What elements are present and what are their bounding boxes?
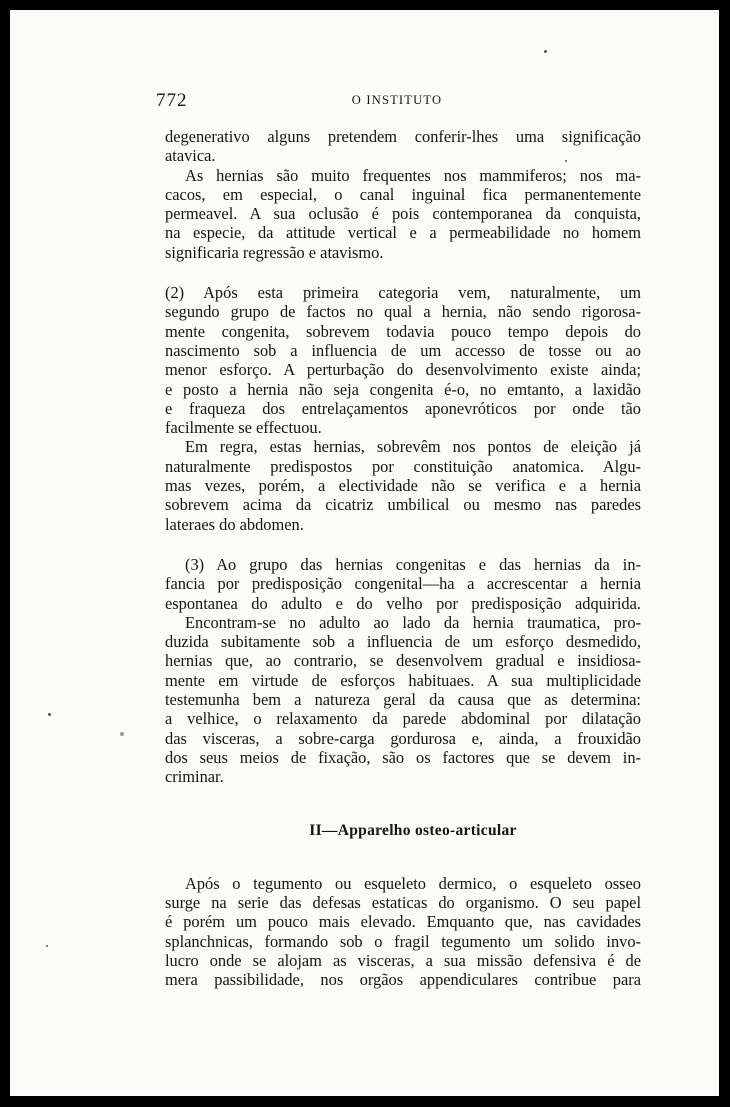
text-line: fancia por predisposição congenital—ha a accrescentar a hernia [165,574,641,594]
text-line: degenerativo alguns pretendem conferir-lhes uma significação [165,127,641,146]
text-line: permeavel. A sua oclusão é pois contemporanea da conquista, [165,204,641,224]
text-line: (3) Ao grupo das hernias congenitas e das hernias da in- [185,554,641,574]
text-line: naturalmente predispostos por constituição anatomica. Algu- [165,456,641,476]
text-line: facilmente se effectuou. [165,418,322,438]
paragraph [165,127,641,166]
text-line: splanchnicas, formando sob o fragil tegumento um solido invo- [165,931,641,951]
text-line: surge na serie das defesas estaticas do organismo. O seu papel [165,893,641,913]
text-line: mas vezes, porém, a electividade não se verifica e a hernia [165,476,641,496]
text-line: hernias que, ao contrario, se desenvolvem gradual e insidiosa- [165,651,641,671]
text-line: Em regra, estas hernias, sobrevêm nos pontos de eleição já [185,437,641,457]
paragraph [165,283,641,437]
text-line: das visceras, a sobre-carga gordurosa e, ainda, a frouxidão [165,728,641,748]
text-line: lucro onde se alojam as visceras, a sua missão defensiva é de [165,950,641,970]
body-text [165,127,641,990]
text-line: dos seus meios de fixação, são os factores que se devem in- [165,747,641,767]
text-line: cacos, em especial, o canal inguinal fica permanentemente [165,184,641,204]
text-line: (2) Após esta primeira categoria vem, naturalmente, um [165,283,641,303]
paragraph [165,555,641,613]
text-line: menor esforço. A perturbação do desenvolvimento existe ainda; [165,360,641,380]
text-line: Encontram-se no adulto ao lado da hernia traumatica, pro- [185,612,641,632]
section-heading: II—Apparelho osteo-articular [309,821,517,839]
text-line: As hernias são muito frequentes nos mammiferos; nos ma- [185,165,641,185]
text-line: criminar. [165,767,224,787]
text-line: mera passibilidade, nos orgãos appendiculares contribue para [165,970,641,990]
scan-speck [48,713,51,716]
paragraph [165,874,641,990]
paragraph [165,613,641,787]
text-line: mente em virtude de esforços habituaes. A sua multiplicidade [165,670,641,690]
text-line: Após o tegumento ou esqueleto dermico, o esqueleto osseo [185,873,641,893]
page-number: 772 [156,90,188,111]
text-line: é porém um pouco mais elevado. Emquanto que, nas cavidades [165,912,641,932]
paragraph [165,166,641,262]
text-line: na especie, da attitude vertical e a permeabilidade no homem [165,223,641,243]
text-line: e posto a hernia não seja congenita é-o, no emtanto, a laxidão [165,379,641,399]
text-line: e fraqueza dos entrelaçamentos aponevróticos por onde tão [165,398,641,418]
running-title: O INSTITUTO [351,93,443,107]
paragraph [165,437,641,533]
text-line: atavica. [165,146,216,166]
text-line: significaria regressão e atavismo. [165,242,384,262]
text-line: duzida subitamente sob a influencia de um esforço desmedido, [165,632,641,652]
scan-speck [120,732,124,736]
text-line: sobrevem acima da cicatriz umbilical ou mesmo nas paredes [165,495,641,515]
text-line: segundo grupo de factos no qual a hernia, não sendo rigorosa- [165,302,641,322]
scan-speck [46,945,48,947]
text-line: lateraes do abdomen. [165,514,304,534]
text-line: nascimento sob a influencia de um accesso de tosse ou ao [165,340,641,360]
text-line: a velhice, o relaxamento da parede abdominal por dilatação [165,709,641,729]
text-line: espontanea do adulto e do velho por predisposição adquirida. [165,593,641,613]
text-line: mente congenita, sobrevem todavia pouco tempo depois do [165,321,641,341]
text-line: testemunha bem a natureza geral da causa que as determina: [165,690,641,710]
page-header [156,90,638,112]
scan-speck [544,50,547,53]
